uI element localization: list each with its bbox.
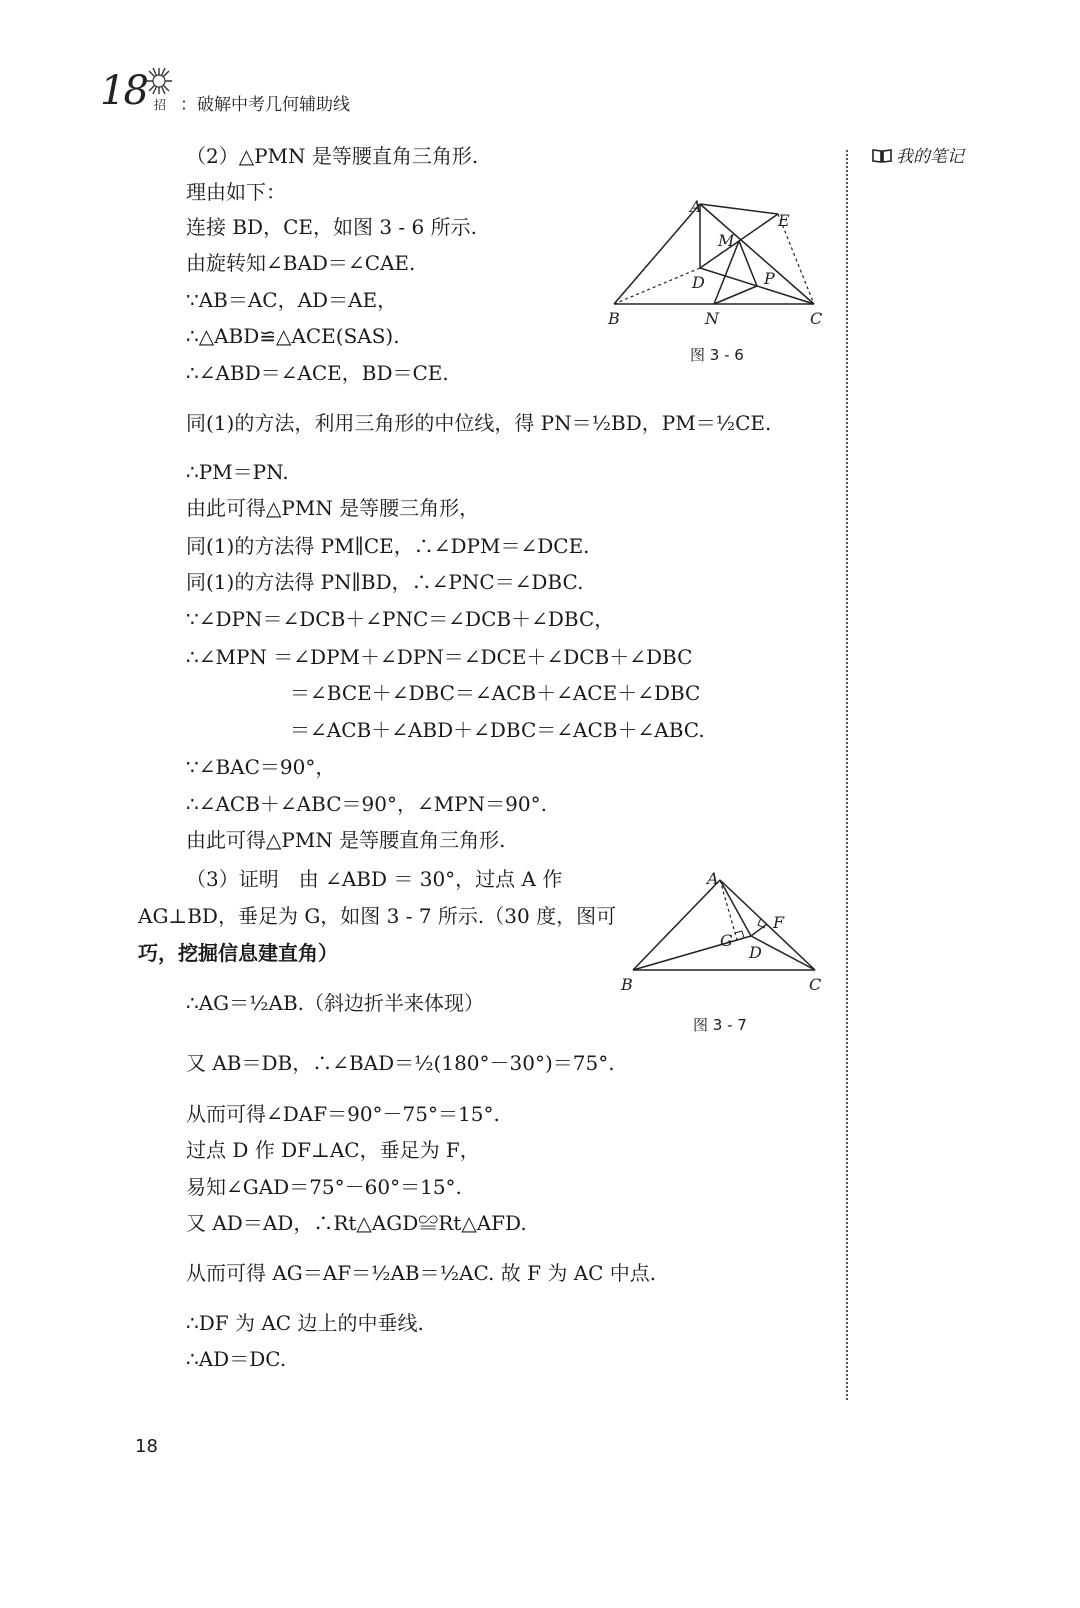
label-c: C <box>809 975 822 994</box>
text-line: ∴AG＝½AB.（斜边折半来体现） <box>186 991 485 1015</box>
text-line: 连接 BD，CE，如图 3 - 6 所示. <box>186 215 477 239</box>
notes-divider <box>846 150 848 1400</box>
header-zhao-char: 招 <box>154 98 167 112</box>
text-line: ∴DF 为 AC 边上的中垂线. <box>186 1311 424 1335</box>
label-d: D <box>749 943 762 962</box>
text-line: 由此可得△PMN 是等腰直角三角形. <box>186 828 506 852</box>
segment-bd <box>633 936 751 970</box>
text-line: 又 AD＝AD，∴Rt△AGD≌Rt△AFD. <box>186 1211 527 1235</box>
text-line: ∴PM＝PN. <box>186 460 289 484</box>
text-line: ∵∠DPN＝∠DCB＋∠PNC＝∠DCB＋∠DBC， <box>186 607 615 631</box>
label-b: B <box>621 975 633 994</box>
figure-3-6-caption: 图 3 - 6 <box>690 346 744 364</box>
text-line: 由此可得△PMN 是等腰三角形， <box>186 496 480 520</box>
figure-3-7 <box>615 866 840 1001</box>
open-book-icon <box>872 149 892 163</box>
label-f: F <box>773 913 785 932</box>
figure-3-7-caption: 图 3 - 7 <box>693 1016 747 1034</box>
text-line: 从而可得∠DAF＝90°－75°＝15°. <box>186 1102 500 1126</box>
label-c: C <box>810 309 823 328</box>
segment-ac <box>720 880 815 970</box>
segment-ac <box>700 204 814 304</box>
text-line: ∴AD＝DC. <box>186 1347 287 1371</box>
text-line: 巧，挖掘信息建直角） <box>138 941 338 965</box>
text-line: 又 AB＝DB，∴∠BAD＝½(180°－30°)＝75°. <box>186 1051 615 1075</box>
text-line: ∴△ABD≌△ACE(SAS). <box>186 324 400 348</box>
segment-ab <box>633 880 720 970</box>
text-line: ∴∠MPN ＝∠DPM＋∠DPN＝∠DCE＋∠DCB＋∠DBC <box>186 645 693 669</box>
text-line: 由旋转知∠BAD＝∠CAE. <box>186 251 416 275</box>
text-line: 过点 D 作 DF⊥AC，垂足为 F， <box>186 1138 480 1162</box>
label-n: N <box>705 309 719 328</box>
segment-bd-dashed <box>614 268 700 304</box>
text-line: 同(1)的方法得 PM∥CE，∴∠DPM＝∠DCE. <box>186 534 590 558</box>
text-line: AG⊥BD，垂足为 G，如图 3 - 7 所示.（30 度，图可 <box>138 904 617 928</box>
text-line: ∴∠ACB＋∠ABC＝90°，∠MPN＝90°. <box>186 792 547 816</box>
text-line: （2）△PMN 是等腰直角三角形. <box>186 144 479 168</box>
header-book-title: ：破解中考几何辅助线 <box>180 95 350 115</box>
text-line: 同(1)的方法，利用三角形的中位线，得 PN＝½BD，PM＝½CE. <box>186 411 772 435</box>
label-m: M <box>718 231 735 250</box>
text-line: ＝∠BCE＋∠DBC＝∠ACB＋∠ACE＋∠DBC <box>290 681 701 705</box>
text-line: ∵AB＝AC，AD＝AE， <box>186 288 398 312</box>
segment-mp <box>739 241 757 286</box>
text-line: ∵∠BAC＝90°， <box>186 755 336 779</box>
figure-3-6 <box>600 192 840 332</box>
segment-ab <box>614 204 700 304</box>
page-number: 18 <box>135 1436 158 1457</box>
text-line: 易知∠GAD＝75°－60°＝15°. <box>186 1175 462 1199</box>
segment-ae <box>700 204 778 214</box>
label-e: E <box>778 211 790 230</box>
text-line: 理由如下： <box>186 180 286 204</box>
label-p: P <box>764 269 775 288</box>
header-chapter-number: 18 <box>100 68 147 114</box>
starburst-icon <box>144 66 174 96</box>
text-line: ＝∠ACB＋∠ABD＋∠DBC＝∠ACB＋∠ABC. <box>290 718 705 742</box>
label-b: B <box>608 309 620 328</box>
text-line: 从而可得 AG＝AF＝½AB＝½AC. 故 F 为 AC 中点. <box>186 1261 657 1285</box>
segment-ad <box>720 880 751 936</box>
my-notes-text: 我的笔记 <box>896 147 964 167</box>
my-notes-label <box>872 142 964 167</box>
label-a: A <box>707 869 719 888</box>
label-g: G <box>720 931 733 950</box>
text-line: ∴∠ABD＝∠ACE，BD＝CE. <box>186 361 449 385</box>
label-a: A <box>690 197 702 216</box>
label-d: D <box>692 273 705 292</box>
text-line: （3）证明 由 ∠ABD ＝ 30°，过点 A 作 <box>186 867 563 891</box>
text-line: 同(1)的方法得 PN∥BD，∴∠PNC＝∠DBC. <box>186 570 584 594</box>
right-angle-g <box>735 931 744 938</box>
